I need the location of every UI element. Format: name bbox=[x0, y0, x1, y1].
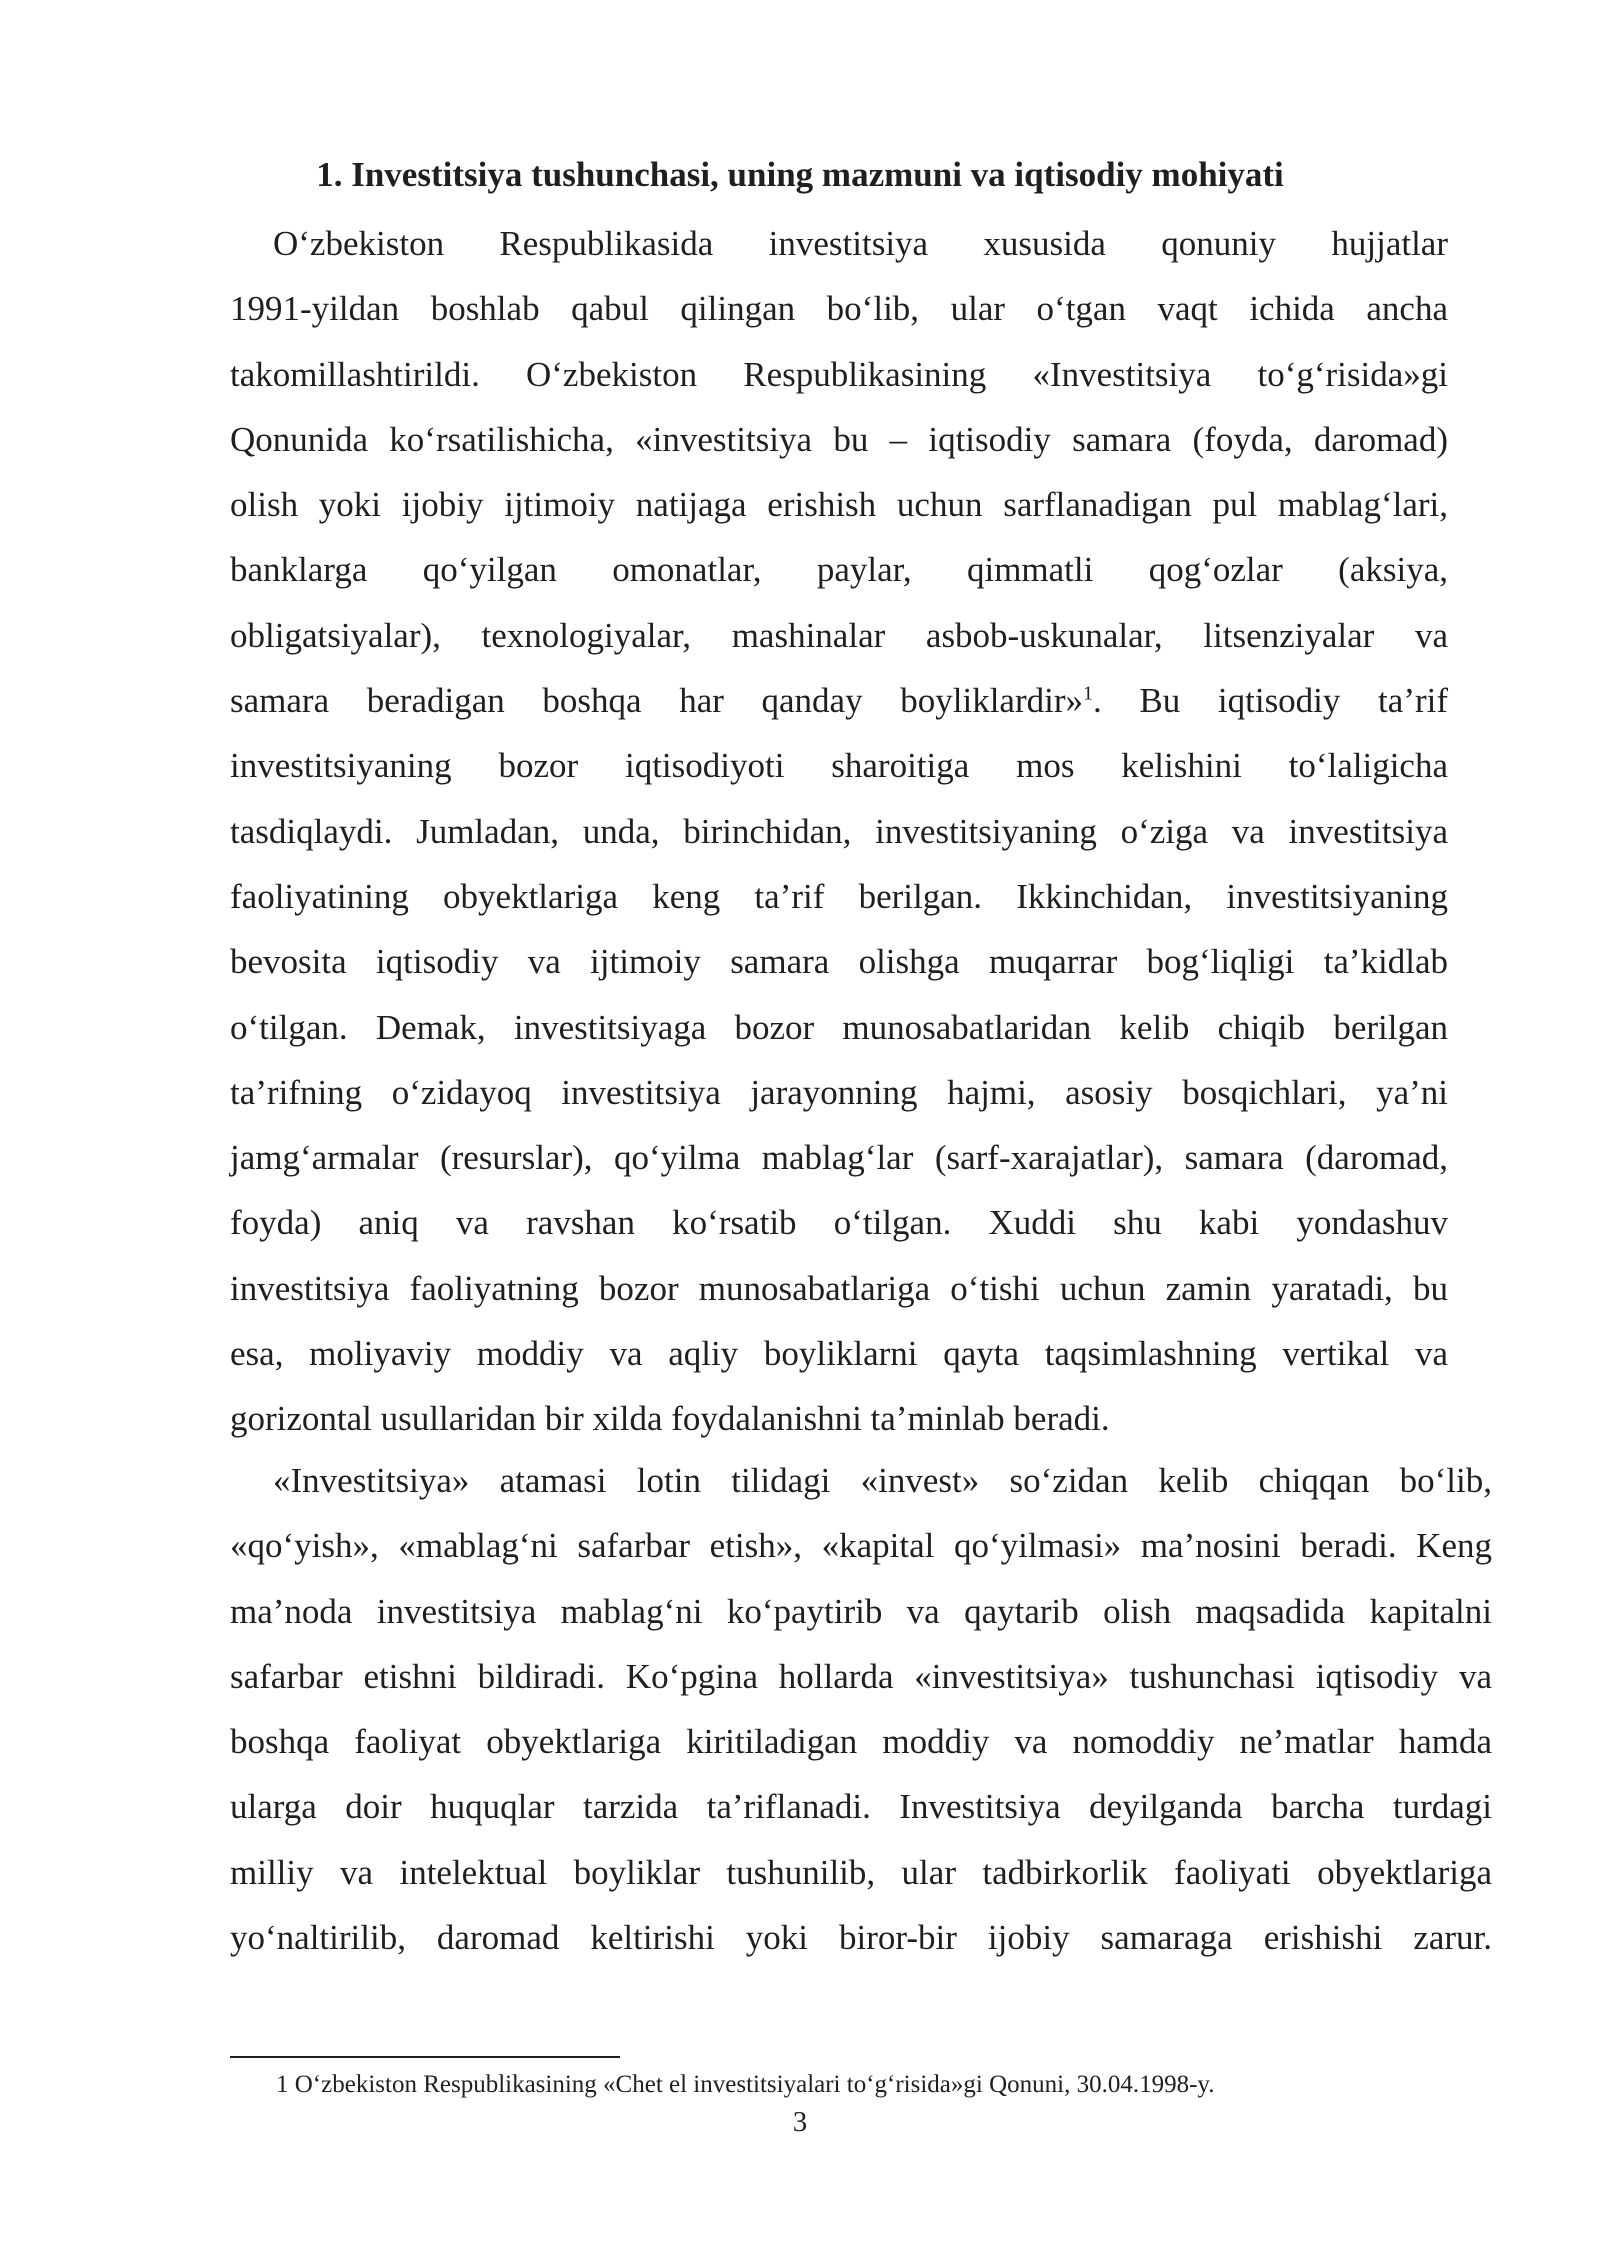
paragraph-1 bbox=[230, 211, 1448, 1452]
paragraph-line: 1991-yildan boshlab qabul qilingan bo‘lib, ular o‘tgan vaqt ichida ancha bbox=[230, 289, 1448, 329]
paragraph-line: faoliyatining obyektlariga keng ta’rif berilgan. Ikkinchidan, investitsiyaning bbox=[230, 876, 1448, 916]
paragraph-line: o‘tilgan. Demak, investitsiyaga bozor munosabatlaridan kelib chiqib berilgan bbox=[230, 1007, 1448, 1047]
paragraph-line: esa, moliyaviy moddiy va aqliy boyliklarni qayta taqsimlashning vertikal va bbox=[230, 1334, 1448, 1374]
footnote-text: 1 O‘zbekiston Respublikasining «Chet el investitsiyalari to‘g‘risida»gi Qonuni, 30.04.1998-y. bbox=[276, 2071, 1215, 2098]
paragraph-line: «qo‘yish», «mablag‘ni safarbar etish», «kapital qo‘yilmasi» ma’nosini beradi. Keng bbox=[230, 1526, 1492, 1566]
line-text-after-ref: . Bu iqtisodiy ta’rif bbox=[1093, 681, 1449, 721]
paragraph-line: obligatsiyalar), texnologiyalar, mashinalar asbob-uskunalar, litsenziyalar va bbox=[230, 615, 1448, 655]
paragraph-line: Qonunida ko‘rsatilishicha, «investitsiya bu – iqtisodiy samara (foyda, daromad) bbox=[230, 419, 1448, 459]
paragraph-line: milliy va intelektual boyliklar tushunilib, ular tadbirkorlik faoliyati obyektlariga bbox=[230, 1852, 1492, 1892]
paragraph-line: bevosita iqtisodiy va ijtimoiy samara olishga muqarrar bog‘liqligi ta’kidlab bbox=[230, 942, 1448, 982]
paragraph-line: boshqa faoliyat obyektlariga kiritiladigan moddiy va nomoddiy ne’matlar hamda bbox=[230, 1722, 1492, 1762]
paragraph-line: tasdiqlaydi. Jumladan, unda, birinchidan, investitsiyaning o‘ziga va investitsiya bbox=[230, 811, 1448, 851]
paragraph-line: takomillashtirildi. O‘zbekiston Respublikasining «Investitsiya to‘g‘risida»gi bbox=[230, 354, 1448, 394]
paragraph-line: ta’rifning o‘zidayoq investitsiya jarayonning hajmi, asosiy bosqichlari, ya’ni bbox=[230, 1072, 1448, 1112]
paragraph-line: ularga doir huquqlar tarzida ta’riflanadi. Investitsiya deyilganda barcha turdagi bbox=[230, 1787, 1492, 1827]
footnote-reference: 1 bbox=[1083, 682, 1093, 705]
paragraph-line: investitsiyaning bozor iqtisodiyoti sharoitiga mos kelishini to‘laligicha bbox=[230, 746, 1448, 786]
footnote-divider bbox=[230, 2056, 620, 2058]
paragraph-line: jamg‘armalar (resurslar), qo‘yilma mablag‘lar (sarf-xarajatlar), samara (daromad, bbox=[230, 1138, 1448, 1178]
paragraph-line: banklarga qo‘yilgan omonatlar, paylar, qimmatli qog‘ozlar (aksiya, bbox=[230, 550, 1448, 590]
line-text-before-ref: samara beradigan boshqa har qanday boyliklardir» bbox=[230, 681, 1083, 721]
page-number: 3 bbox=[792, 2106, 808, 2138]
paragraph-line: olish yoki ijobiy ijtimoiy natijaga erishish uchun sarflanadigan pul mablag‘lari, bbox=[230, 485, 1448, 525]
section-heading: 1. Investitsiya tushunchasi, uning mazmuni va iqtisodiy mohiyati bbox=[316, 155, 1284, 194]
paragraph-line: safarbar etishni bildiradi. Ko‘pgina hollarda «investitsiya» tushunchasi iqtisodiy va bbox=[230, 1656, 1492, 1696]
paragraph-line: yo‘naltirilib, daromad keltirishi yoki biror-bir ijobiy samaraga erishishi zarur. bbox=[230, 1918, 1492, 1958]
paragraph-line: O‘zbekiston Respublikasida investitsiya xususida qonuniy hujjatlar bbox=[273, 224, 1448, 263]
paragraph-line-with-footnote bbox=[230, 668, 1448, 733]
paragraph-line: gorizontal usullaridan bir xilda foydalanishni ta’minlab beradi. bbox=[230, 1399, 1110, 1439]
paragraph-line: foyda) aniq va ravshan ko‘rsatib o‘tilgan. Xuddi shu kabi yondashuv bbox=[230, 1203, 1448, 1243]
paragraph-2 bbox=[230, 1448, 1492, 1970]
paragraph-line: investitsiya faoliyatning bozor munosabatlariga o‘tishi uchun zamin yaratadi, bu bbox=[230, 1268, 1448, 1308]
paragraph-line: ma’noda investitsiya mablag‘ni ko‘paytirib va qaytarib olish maqsadida kapitalni bbox=[230, 1591, 1492, 1631]
paragraph-line: «Investitsiya» atamasi lotin tilidagi «invest» so‘zidan kelib chiqqan bo‘lib, bbox=[273, 1461, 1492, 1500]
